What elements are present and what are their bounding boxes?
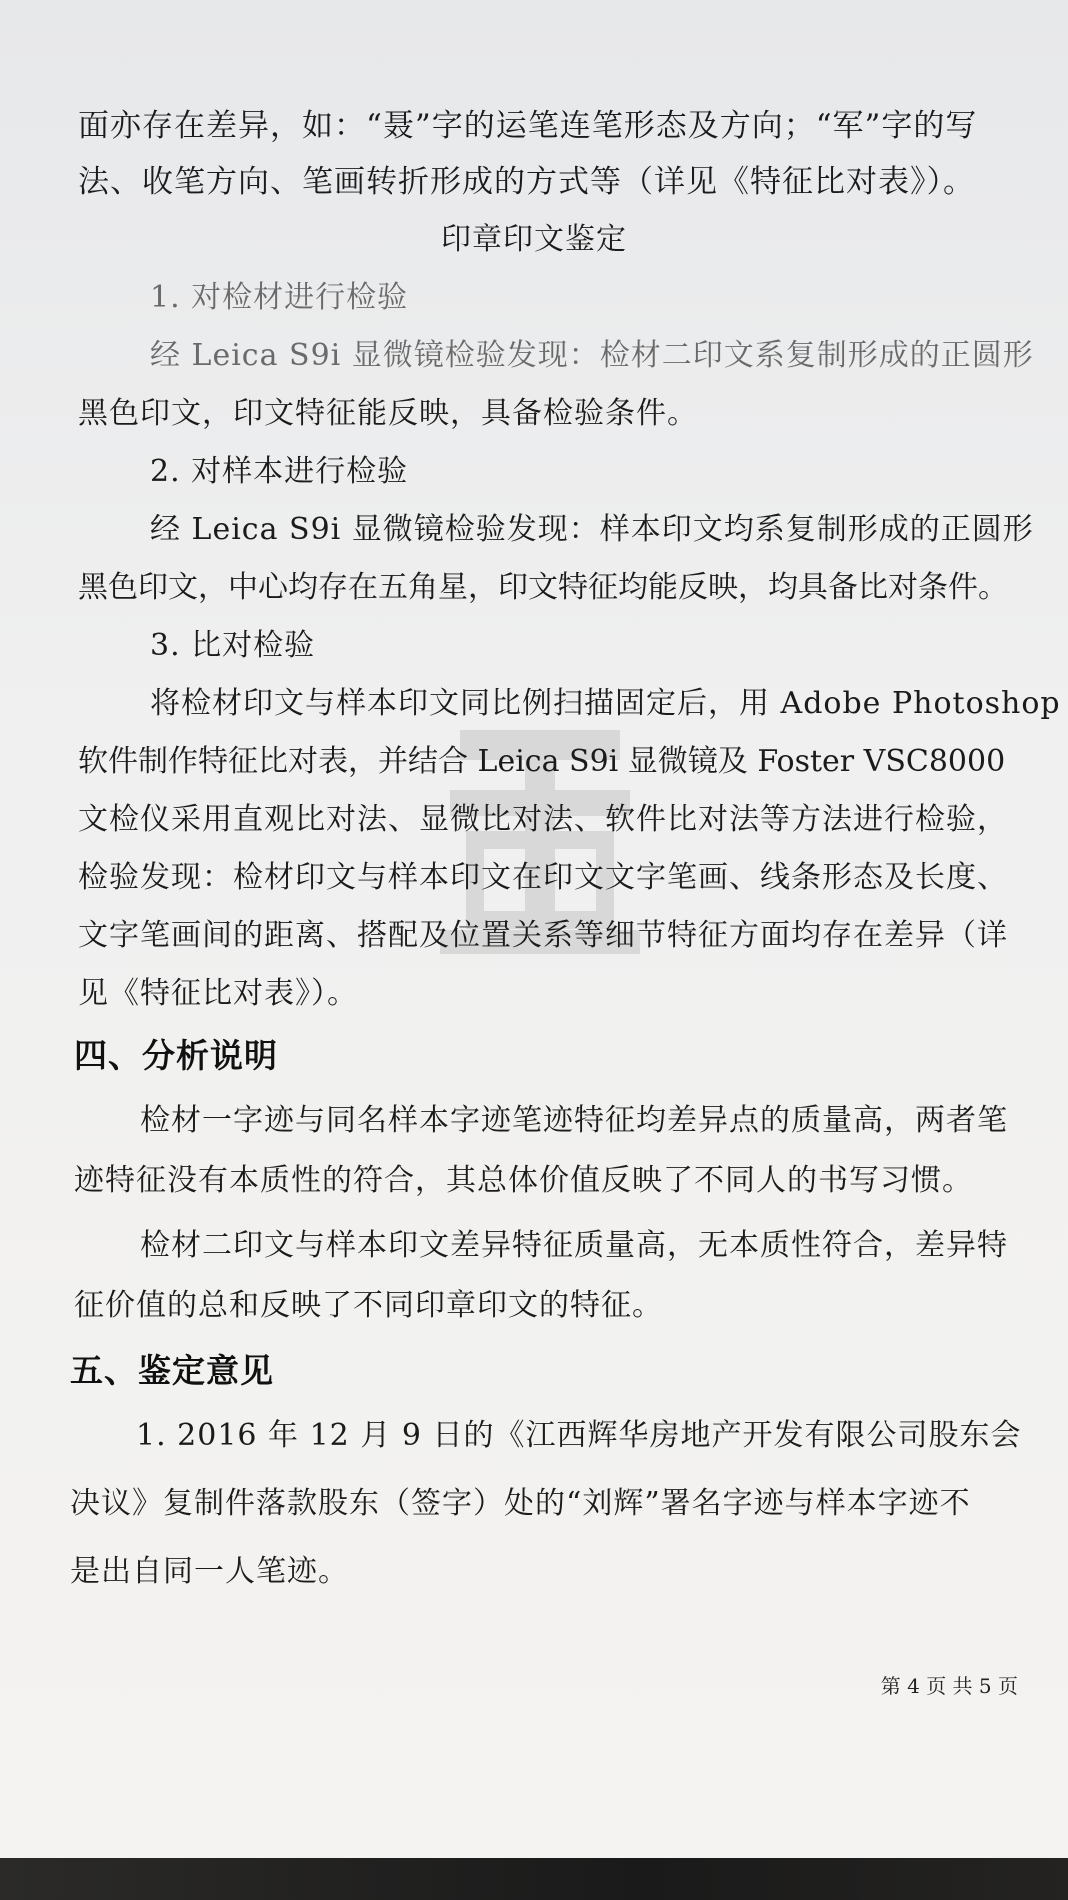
heading-opinion: 五、鉴定意见 bbox=[70, 1351, 274, 1390]
subsection-heading: 2. 对样本进行检验 bbox=[150, 454, 409, 489]
text-line: 文字笔画间的距离、搭配及位置关系等细节特征方面均存在差异（详 bbox=[78, 918, 1008, 953]
text-line: 黑色印文，中心均存在五角星，印文特征均能反映，均具备比对条件。 bbox=[78, 570, 1008, 605]
text-line: 1. 2016 年 12 月 9 日的《江西辉华房地产开发有限公司股东会 bbox=[136, 1418, 1022, 1453]
text-line: 检验发现：检材印文与样本印文在印文文字笔画、线条形态及长度、 bbox=[78, 860, 1008, 895]
text-line: 软件制作特征比对表，并结合 Leica S9i 显微镜及 Foster VSC8000 bbox=[78, 744, 1006, 779]
text-line: 检材二印文与样本印文差异特征质量高，无本质性符合，差异特 bbox=[140, 1228, 1008, 1263]
subsection-heading: 3. 比对检验 bbox=[150, 628, 316, 663]
subsection-heading: 1. 对检材进行检验 bbox=[150, 280, 409, 315]
text-line: 是出自同一人笔迹。 bbox=[70, 1554, 349, 1589]
text-line: 决议》复制件落款股东（签字）处的“刘辉”署名字迹与样本字迹不 bbox=[70, 1486, 971, 1521]
section-title: 印章印文鉴定 bbox=[441, 222, 627, 257]
text-line: 征价值的总和反映了不同印章印文的特征。 bbox=[74, 1288, 663, 1323]
heading-analysis: 四、分析说明 bbox=[74, 1036, 278, 1075]
text-line: 将检材印文与样本印文同比例扫描固定后，用 Adobe Photoshop bbox=[150, 686, 1061, 721]
text-line: 迹特征没有本质性的符合，其总体价值反映了不同人的书写习惯。 bbox=[74, 1163, 973, 1198]
text-line: 法、收笔方向、笔画转折形成的方式等（详见《特征比对表》）。 bbox=[78, 164, 975, 200]
background-surface bbox=[0, 1858, 1068, 1900]
text-line: 见《特征比对表》）。 bbox=[78, 976, 358, 1011]
page-number: 第 4 页 共 5 页 bbox=[880, 1674, 1018, 1698]
text-line: 黑色印文，印文特征能反映，具备检验条件。 bbox=[78, 396, 698, 431]
text-line: 经 Leica S9i 显微镜检验发现：检材二印文系复制形成的正圆形 bbox=[150, 338, 1034, 373]
text-line: 检材一字迹与同名样本字迹笔迹特征均差异点的质量高，两者笔 bbox=[140, 1103, 1008, 1138]
text-line: 面亦存在差异，如：“聂”字的运笔连笔形态及方向；“军”字的写 bbox=[78, 108, 978, 144]
text-line: 经 Leica S9i 显微镜检验发现：样本印文均系复制形成的正圆形 bbox=[150, 512, 1034, 547]
text-line: 文检仪采用直观比对法、显微比对法、软件比对法等方法进行检验， bbox=[78, 802, 1008, 837]
